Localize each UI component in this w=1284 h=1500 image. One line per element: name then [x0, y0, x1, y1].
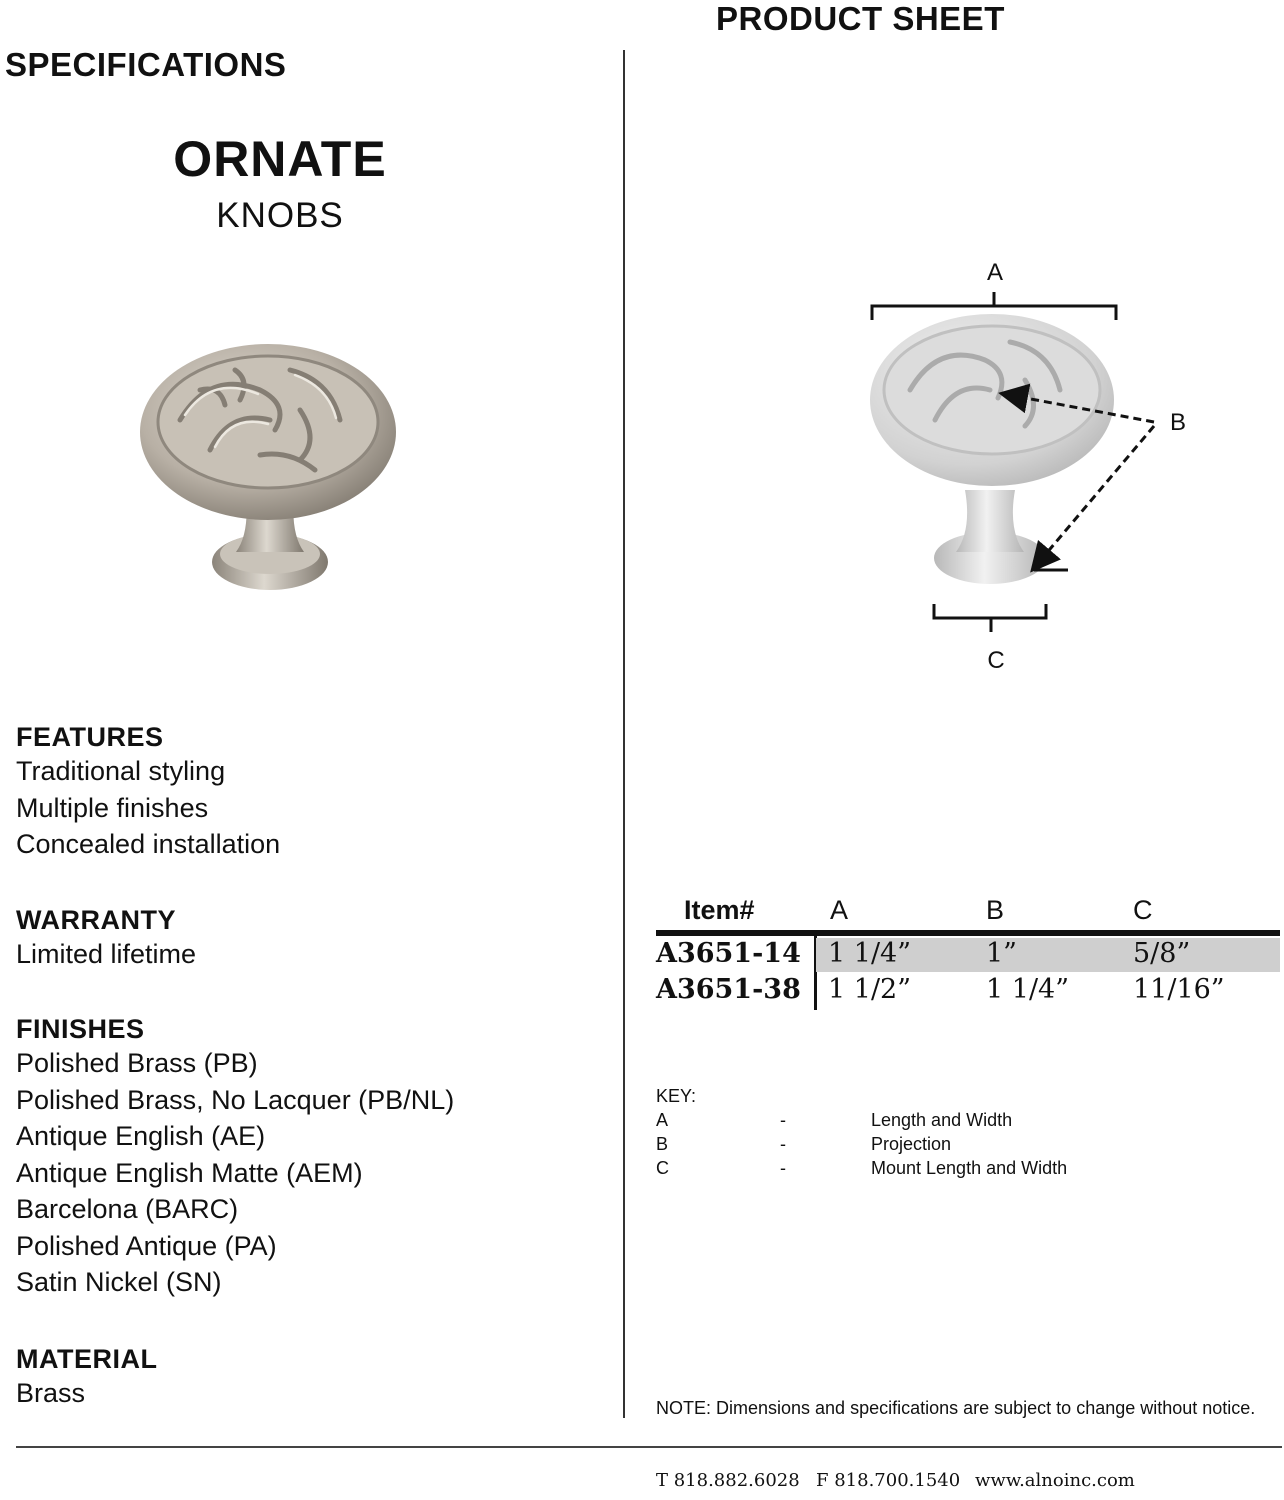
row-b: 1” [986, 938, 1017, 969]
key-desc: Mount Length and Width [871, 1158, 1068, 1178]
dimension-diagram [820, 250, 1220, 680]
table-row [656, 936, 1280, 972]
row-item: A3651-38 [656, 974, 801, 1005]
key-dash: - [780, 1134, 786, 1154]
finishes-section [16, 1014, 454, 1301]
table-row [656, 972, 1280, 1008]
features-item: Concealed installation [16, 829, 281, 859]
key-letter: B [656, 1134, 669, 1154]
finish-item: Polished Brass, No Lacquer (PB/NL) [16, 1084, 455, 1115]
header-a: A [830, 895, 849, 925]
key-entry [656, 1132, 1256, 1156]
row-a: 1 1/2” [828, 974, 912, 1005]
key-desc: Length and Width [871, 1110, 1013, 1130]
material-heading: MATERIAL [16, 1344, 158, 1374]
key-dash: - [780, 1158, 786, 1178]
finish-item: Polished Brass (PB) [16, 1048, 258, 1078]
row-b: 1 1/4” [986, 974, 1070, 1005]
row-c: 11/16” [1133, 974, 1225, 1005]
finish-item: Antique English (AE) [16, 1121, 266, 1151]
key-title: KEY: [656, 1086, 697, 1106]
header-item: Item# [684, 895, 755, 925]
product-sheet-heading: PRODUCT SHEET [716, 0, 1005, 37]
features-item: Traditional styling [16, 756, 226, 786]
finish-item: Barcelona (BARC) [16, 1194, 239, 1224]
header-b: B [986, 895, 1005, 925]
row-a: 1 1/4” [828, 938, 912, 969]
finish-item: Polished Antique (PA) [16, 1230, 277, 1261]
footer-fax: F 818.700.1540 [816, 1470, 961, 1491]
dimensions-table [656, 890, 1280, 1008]
features-section [16, 722, 280, 863]
table-header [656, 890, 1280, 930]
warranty-section [16, 905, 196, 973]
key-desc: Projection [871, 1134, 952, 1154]
features-heading: FEATURES [16, 722, 164, 752]
product-name: ORNATE [173, 131, 387, 187]
key-entry [656, 1156, 1256, 1180]
key-entry [656, 1108, 1256, 1132]
dimension-c-bracket [934, 604, 1046, 632]
material-item: Brass [16, 1378, 86, 1408]
specifications-heading: SPECIFICATIONS [5, 46, 287, 83]
key-list [656, 1108, 1256, 1180]
finish-item: Satin Nickel (SN) [16, 1267, 222, 1297]
row-c: 5/8” [1133, 938, 1191, 969]
knob-product-image [140, 330, 420, 610]
diagram-label-a: A [986, 259, 1004, 286]
footer-website-link[interactable]: www.alnoinc.com [975, 1470, 1135, 1491]
key-letter: A [656, 1110, 669, 1130]
warranty-item: Limited lifetime [16, 939, 197, 969]
product-category: KNOBS [216, 196, 344, 235]
key-letter: C [656, 1158, 669, 1178]
diagram-label-c: C [987, 647, 1005, 674]
key-dash: - [780, 1110, 786, 1130]
footer-divider [16, 1446, 1282, 1448]
header-c: C [1133, 895, 1153, 925]
material-section [16, 1344, 157, 1412]
disclaimer-note: NOTE: Dimensions and specifications are subject to change without notice. [656, 1398, 1256, 1418]
vertical-divider [623, 50, 625, 1418]
row-item: A3651-14 [656, 938, 801, 969]
diagram-label-b: B [1169, 409, 1187, 436]
features-item: Multiple finishes [16, 792, 209, 823]
finishes-heading: FINISHES [16, 1014, 145, 1044]
footer-phone: T 818.882.6028 [656, 1470, 800, 1491]
warranty-heading: WARRANTY [16, 905, 176, 935]
finish-item: Antique English Matte (AEM) [16, 1157, 363, 1188]
